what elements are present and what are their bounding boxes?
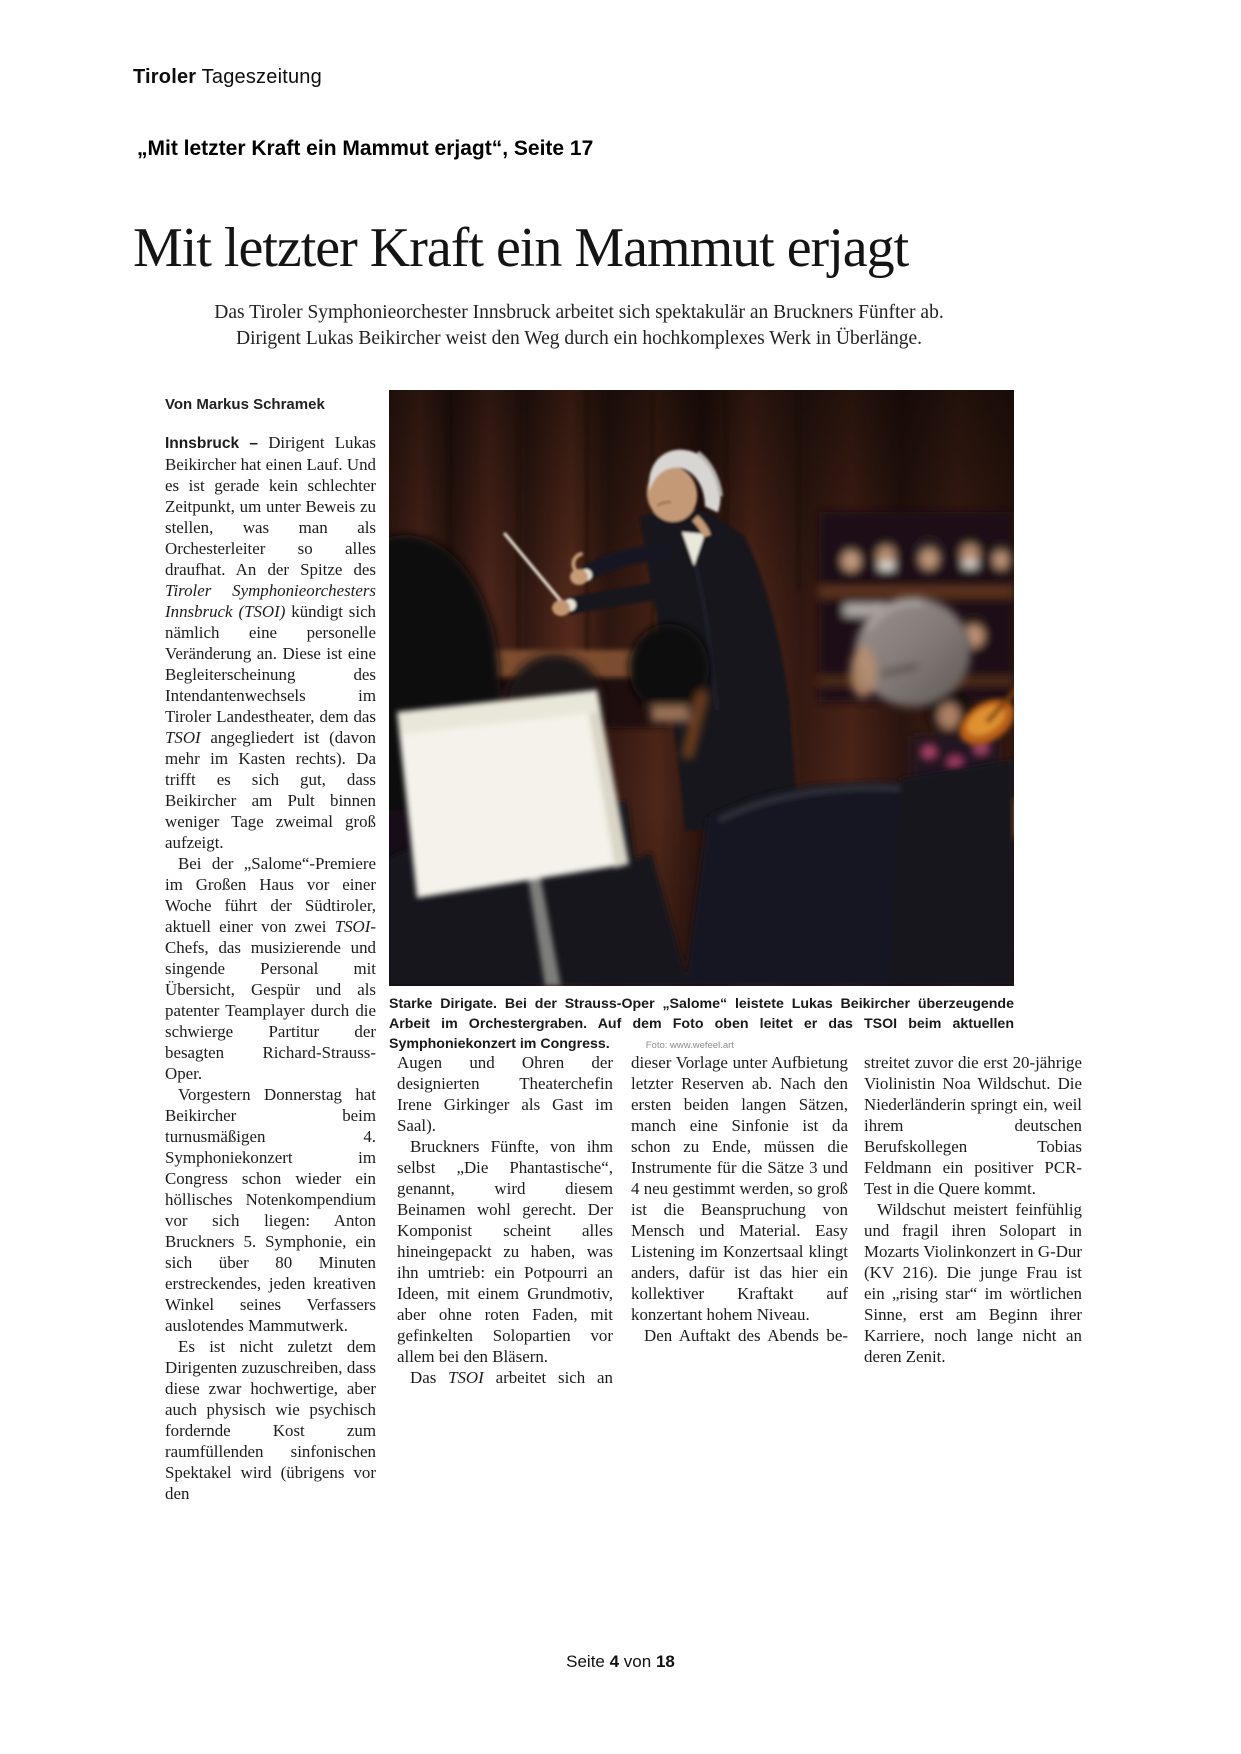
footer-current-page: 4 xyxy=(609,1652,620,1671)
footer-prefix: Seite xyxy=(566,1652,610,1671)
footer-middle: von xyxy=(619,1652,656,1671)
article-paragraph: Augen und Ohren der designierten Theaterchefin Irene Girkinger als Gast im Saal). xyxy=(397,1053,613,1135)
masthead-brand: Tiroler xyxy=(133,66,197,88)
article-byline: Von Markus Schramek xyxy=(165,396,325,413)
article-paragraph: dieser Vorlage unter Aufbietung letzter Reserven ab. Nach den ersten beiden langen Sätzen, manch eine Sinfonie ist da schon zu Ende, müssen die Instrumente für die Sätze 3 und 4 neu gestimmt werden, so groß ist die Beanspruchung von Mensch und Material. Easy Listening im Konzertsaal klingt anders, dafür ist das hier ein kollektiver Kraftakt auf konzertant hohem Niveau. xyxy=(631,1053,848,1324)
article-paragraph: Es ist nicht zuletzt dem Dirigenten zuzuschreiben, dass diese zwar hochwertige, aber auch physisch wie psychisch fordernde Kost zum raumfüllenden sinfonischen Spektakel wird (übrigens vor den xyxy=(165,1337,376,1503)
caption-text: Starke Dirigate. Bei der Strauss-Oper „Salome“ leistete Lukas Beikircher überzeugende Arbeit im Orchestergraben. Auf dem Foto oben leitet er das TSOI beim aktuellen Symphoniekonzert im Congress. xyxy=(389,996,1014,1052)
photo-illustration xyxy=(389,390,1014,986)
masthead xyxy=(133,66,322,89)
article-paragraph: Vorgestern Donnerstag hat Beikircher beim turnusmäßigen 4. Symphoniekonzert im Congress schon wieder ein höllisches Notenkompendium vor sich liegen: Anton Bruckners 5. Symphonie, ein sich über 80 Minuten erstreckendes, jeden kreativen Winkel seines Verfassers auslotendes Mammutwerk. xyxy=(165,1085,376,1335)
article-paragraph: Bei der „Salome“-Premiere im Großen Haus vor einer Woche führt der Südtiroler, aktuell einer von zwei TSOI-Chefs, das musizierende und singende Personal mit Übersicht, Gespür und als patenter Teamplayer durch die schwierge Partitur der besagten Richard-Strauss-Oper. xyxy=(165,854,376,1083)
article-column-3 xyxy=(631,1052,848,1346)
article-headline: Mit letzter Kraft ein Mammut erjagt xyxy=(133,217,909,279)
masthead-rest: Tageszeitung xyxy=(196,66,322,88)
article-paragraph: Wildschut meistert feinfühlig und fragil ihren Solopart in Mozarts Violinkonzert in G-Dur (KV 216). Die junge Frau ist ein „rising star“ im wörtlichen Sinne, erst am Beginn ihrer Karriere, noch lange nicht an deren Zenit. xyxy=(864,1200,1082,1366)
article-column-1 xyxy=(165,432,376,1504)
footer-total-pages: 18 xyxy=(655,1652,675,1671)
article-column-4 xyxy=(864,1052,1082,1367)
article-paragraph: Das TSOI arbeitet sich an xyxy=(410,1368,613,1387)
article-paragraph: Den Auftakt des Abends be- xyxy=(644,1326,848,1345)
paragraph-lead-in: Innsbruck – xyxy=(165,435,269,452)
subtitle-line-2: Dirigent Lukas Beikircher weist den Weg durch ein hochkomplexes Werk in Überlänge. xyxy=(235,328,923,349)
article-paragraph: Innsbruck – Dirigent Lukas Beikircher hat einen Lauf. Und es ist gerade kein schlechter Zeitpunkt, um unter Beweis zu stellen, was man als Orchesterleiter so alles draufhat. An der Spitze des Tiroler Symphonieorchesters Innsbruck (TSOI) kündigt sich nämlich eine personelle Veränderung an. Diese ist eine Begleiterscheinung des Intendantenwechsels im Tiroler Landestheater, dem das TSOI angegliedert ist (davon mehr im Kasten rechts). Da trifft es sich gut, dass Beikircher am Pult binnen weniger Tage zweimal groß aufzeigt. xyxy=(165,433,377,852)
page-number xyxy=(0,1652,1241,1672)
article-photo xyxy=(389,390,1014,986)
article-paragraph: Bruckners Fünfte, von ihm selbst „Die Phantastische“, genannt, wird diesem Beinamen wohl gerecht. Der Komponist scheint alles hineingepackt zu haben, was ihn umtrieb: ein Potpourri an Ideen, mit einem Grundmotiv, aber ohne roten Faden, mit gefinkelten Solopartien vor allem bei den Bläsern. xyxy=(397,1137,613,1366)
article-subtitle xyxy=(140,300,1018,352)
photo-credit: Foto: www.wefeel.art xyxy=(645,1040,734,1051)
article-paragraph: streitet zuvor die erst 20-jährige Violinistin Noa Wildschut. Die Niederländerin springt ein, weil ihrem deutschen Berufskollegen Tobias Feldmann ein positiver PCR-Test in die Quere kommt. xyxy=(864,1053,1082,1198)
clip-reference: „Mit letzter Kraft ein Mammut erjagt“, Seite 17 xyxy=(137,137,594,160)
photo-caption xyxy=(389,994,1014,1056)
article-column-2 xyxy=(397,1052,613,1388)
subtitle-line-1: Das Tiroler Symphonieorchester Innsbruck arbeitet sich spektakulär an Bruckners Fünfter ab. xyxy=(214,302,944,323)
